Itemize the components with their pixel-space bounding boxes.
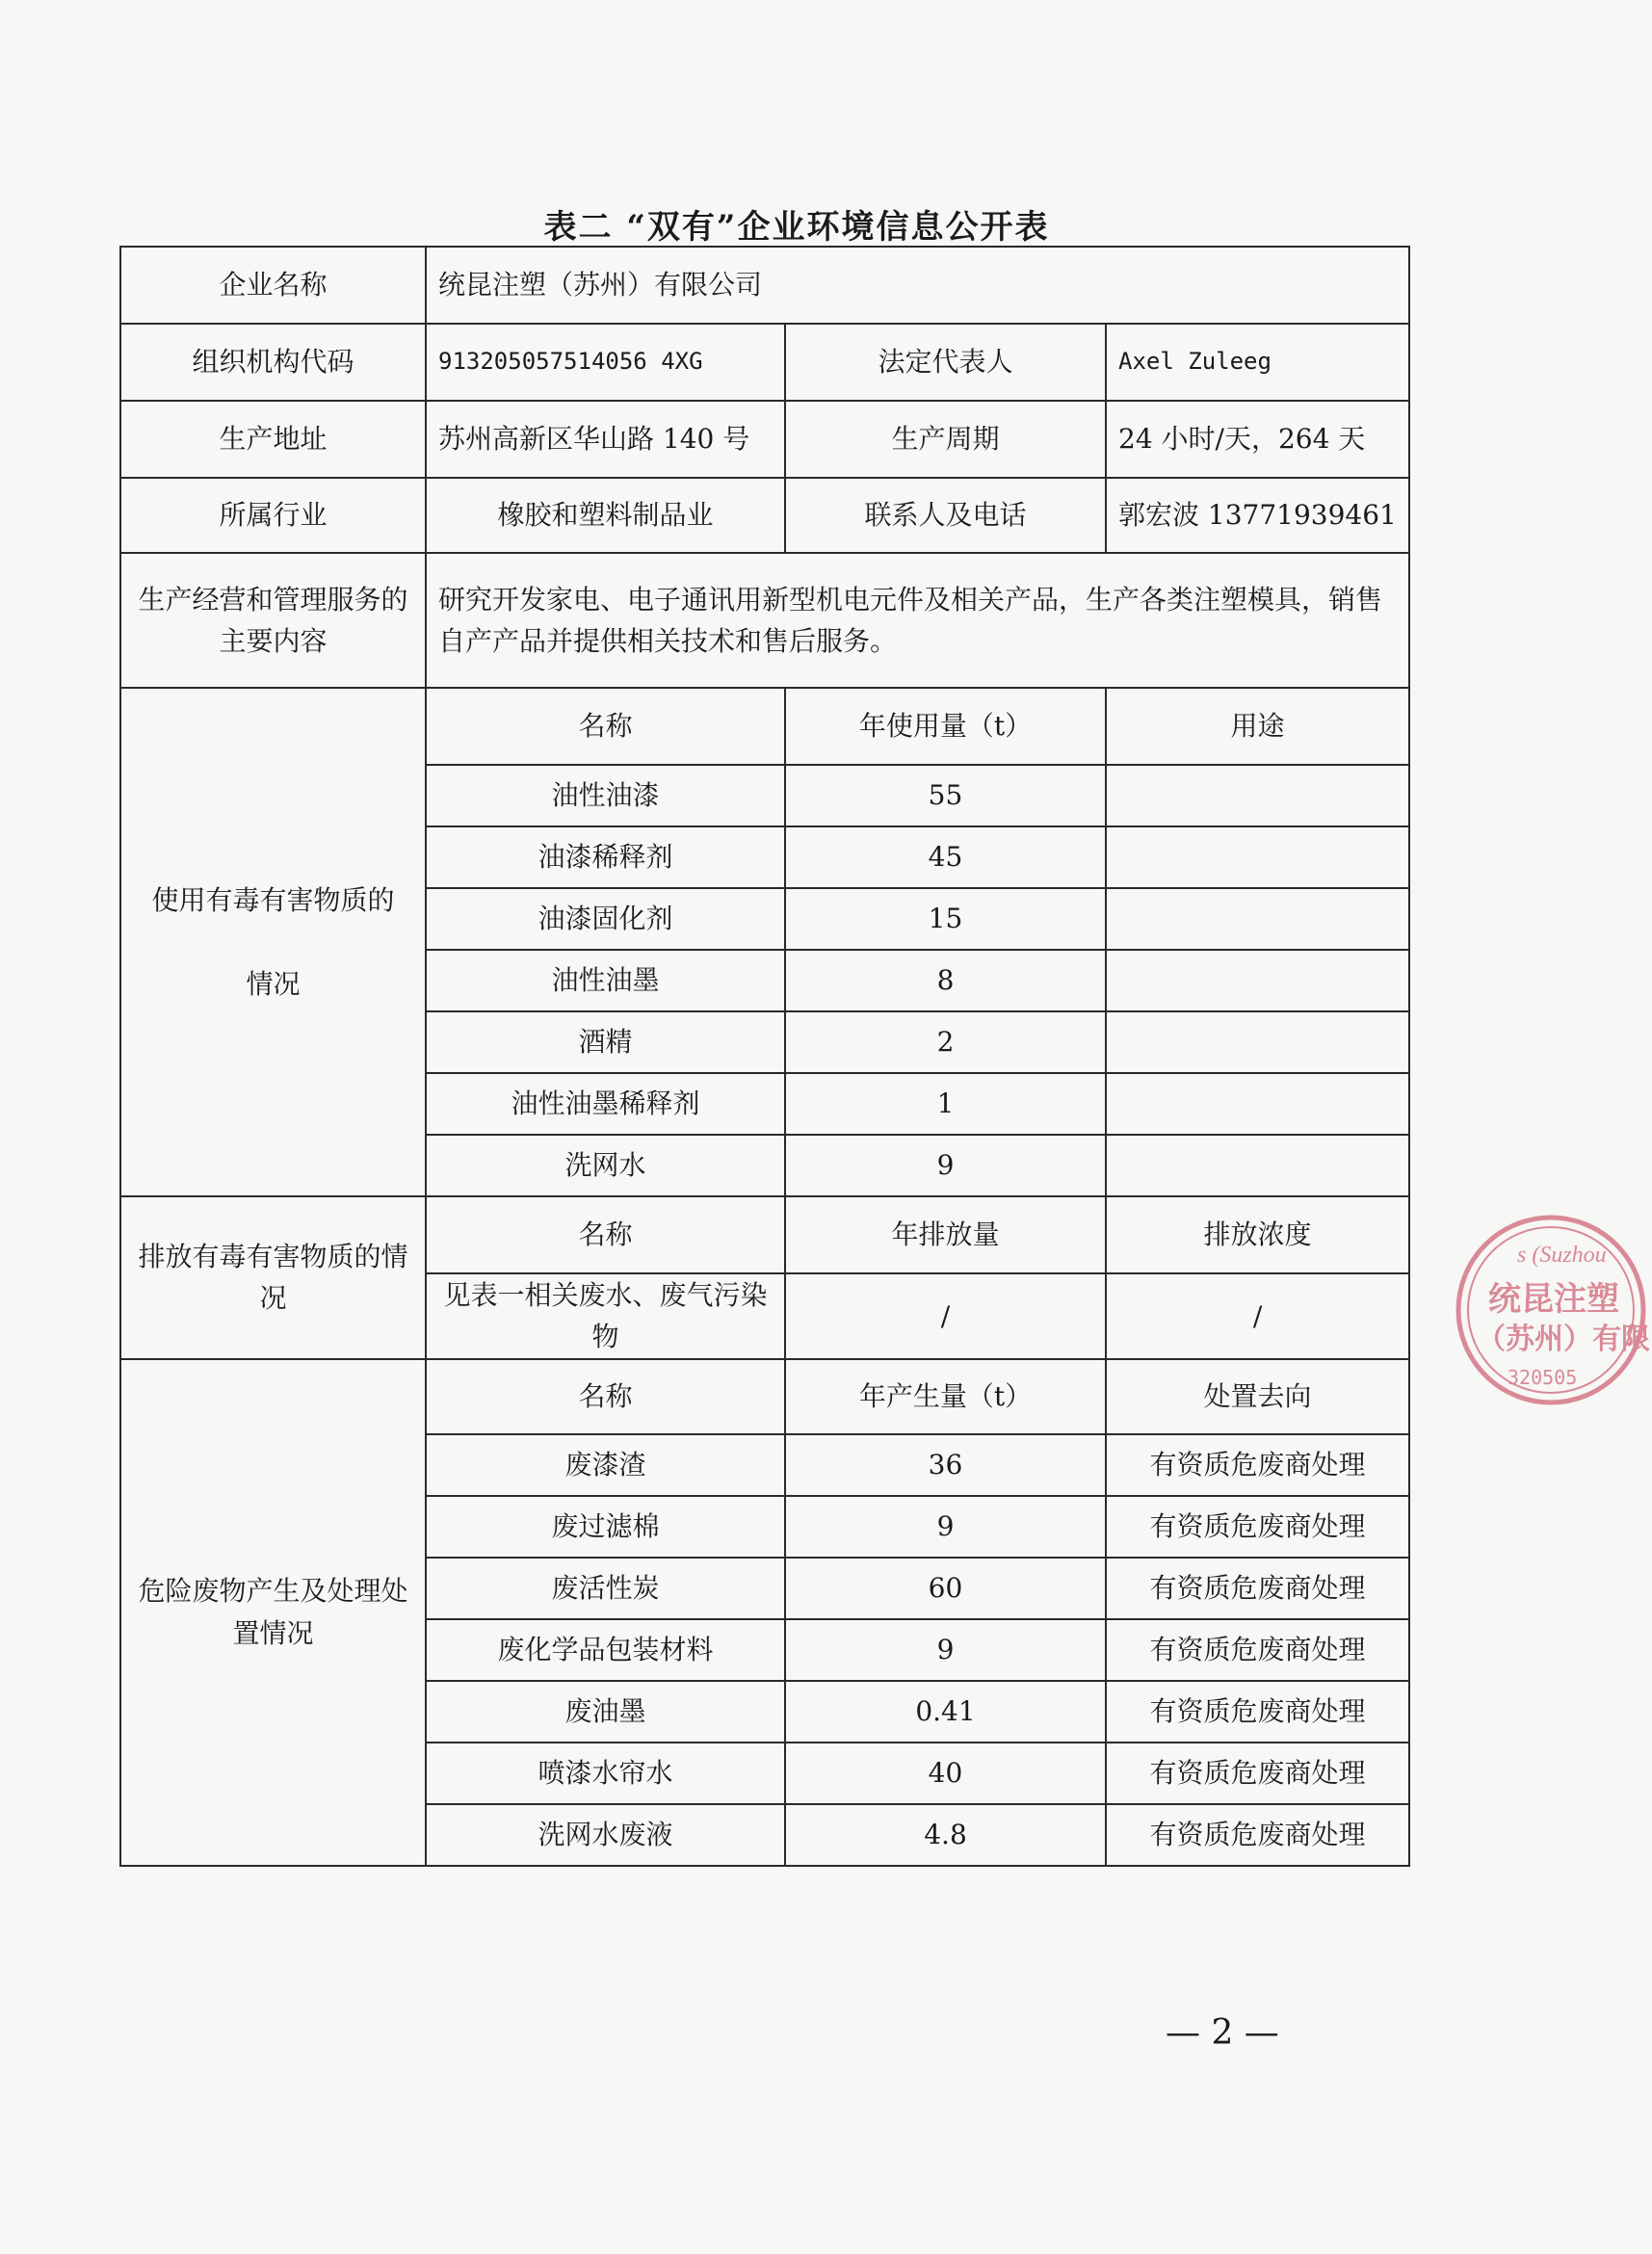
contact: 郭宏波 13771939461 (1106, 478, 1409, 553)
toxic-use-label-line-2: 情况 (246, 968, 301, 1000)
toxic-emission-section-label: 排放有毒有害物质的情况 (120, 1196, 426, 1359)
hazardous-waste-header-name: 名称 (426, 1359, 785, 1434)
hazardous-waste-name: 洗网水废液 (426, 1804, 785, 1866)
hazardous-waste-disposal: 有资质危废商处理 (1106, 1434, 1409, 1496)
toxic-use-purpose (1106, 1011, 1409, 1073)
hazardous-waste-disposal: 有资质危废商处理 (1106, 1558, 1409, 1619)
hazardous-waste-name: 废活性炭 (426, 1558, 785, 1619)
seal-text-top: s (Suzhou (1517, 1243, 1607, 1268)
business-label: 生产经营和管理服务的主要内容 (120, 553, 426, 688)
toxic-emission-concentration: / (1106, 1273, 1409, 1359)
toxic-use-name: 洗网水 (426, 1135, 785, 1196)
hazardous-waste-disposal: 有资质危废商处理 (1106, 1619, 1409, 1681)
toxic-emission-header-name: 名称 (426, 1196, 785, 1273)
legal-rep: Axel Zuleeg (1106, 324, 1409, 401)
company-name: 统昆注塑（苏州）有限公司 (426, 247, 1409, 324)
page-number: — 2 — (1166, 2013, 1279, 2053)
cycle: 24 小时/天，264 天 (1106, 401, 1409, 478)
hazardous-waste-disposal: 有资质危废商处理 (1106, 1743, 1409, 1804)
row-business (120, 553, 1409, 688)
address: 苏州高新区华山路 140 号 (426, 401, 785, 478)
page-title: 表二 “双有”企业环境信息公开表 (543, 208, 1050, 247)
toxic-use-header-name: 名称 (426, 688, 785, 765)
row-company-name (120, 247, 1409, 324)
toxic-use-header-use: 用途 (1106, 688, 1409, 765)
hazardous-waste-name: 废油墨 (426, 1681, 785, 1743)
toxic-use-purpose (1106, 826, 1409, 888)
hazardous-waste-header-amount: 年产生量（t） (785, 1359, 1106, 1434)
toxic-use-amount: 1 (785, 1073, 1106, 1135)
toxic-use-name: 油性油漆 (426, 765, 785, 826)
industry-label: 所属行业 (120, 478, 426, 553)
toxic-use-amount: 8 (785, 950, 1106, 1011)
toxic-use-section-label (120, 688, 426, 1196)
industry: 橡胶和塑料制品业 (426, 478, 785, 553)
hazardous-waste-name: 废过滤棉 (426, 1496, 785, 1558)
toxic-use-name: 酒精 (426, 1011, 785, 1073)
legal-rep-label: 法定代表人 (785, 324, 1106, 401)
hazardous-waste-section-label: 危险废物产生及处理处置情况 (120, 1359, 426, 1866)
toxic-use-name: 油性油墨稀释剂 (426, 1073, 785, 1135)
toxic-use-amount: 15 (785, 888, 1106, 950)
seal-text-mid-2: （苏州）有限 (1477, 1323, 1650, 1356)
toxic-use-purpose (1106, 1073, 1409, 1135)
hazardous-waste-amount: 9 (785, 1496, 1106, 1558)
toxic-emission-header-concentration: 排放浓度 (1106, 1196, 1409, 1273)
toxic-use-header-row (120, 688, 1409, 765)
hazardous-waste-disposal: 有资质危废商处理 (1106, 1681, 1409, 1743)
company-seal (1450, 1209, 1652, 1411)
contact-label: 联系人及电话 (785, 478, 1106, 553)
hazardous-waste-amount: 4.8 (785, 1804, 1106, 1866)
toxic-emission-name: 见表一相关废水、废气污染物 (426, 1273, 785, 1359)
hazardous-waste-name: 废化学品包装材料 (426, 1619, 785, 1681)
toxic-emission-amount: / (785, 1273, 1106, 1359)
org-code-label: 组织机构代码 (120, 324, 426, 401)
hazardous-waste-name: 废漆渣 (426, 1434, 785, 1496)
seal-text-mid-1: 统昆注塑 (1488, 1280, 1619, 1319)
toxic-emission-header-row (120, 1196, 1409, 1273)
row-address (120, 401, 1409, 478)
toxic-use-header-amount: 年使用量（t） (785, 688, 1106, 765)
hazardous-waste-amount: 9 (785, 1619, 1106, 1681)
toxic-use-name: 油性油墨 (426, 950, 785, 1011)
toxic-use-purpose (1106, 1135, 1409, 1196)
org-code: 913205057514056 4XG (426, 324, 785, 401)
hazardous-waste-disposal: 有资质危废商处理 (1106, 1496, 1409, 1558)
hazardous-waste-amount: 0.41 (785, 1681, 1106, 1743)
seal-text-bottom: 320505 (1508, 1366, 1578, 1389)
row-org-code (120, 324, 1409, 401)
cycle-label: 生产周期 (785, 401, 1106, 478)
toxic-use-amount: 2 (785, 1011, 1106, 1073)
toxic-use-purpose (1106, 950, 1409, 1011)
business-content: 研究开发家电、电子通讯用新型机电元件及相关产品，生产各类注塑模具，销售自产产品并提供相关技术和售后服务。 (426, 553, 1409, 688)
row-industry (120, 478, 1409, 553)
toxic-emission-header-amount: 年排放量 (785, 1196, 1106, 1273)
toxic-use-amount: 45 (785, 826, 1106, 888)
environment-info-table (119, 246, 1410, 1867)
toxic-use-purpose (1106, 888, 1409, 950)
hazardous-waste-amount: 36 (785, 1434, 1106, 1496)
hazardous-waste-amount: 60 (785, 1558, 1106, 1619)
toxic-use-purpose (1106, 765, 1409, 826)
toxic-use-name: 油漆固化剂 (426, 888, 785, 950)
hazardous-waste-header-disposal: 处置去向 (1106, 1359, 1409, 1434)
hazardous-waste-disposal: 有资质危废商处理 (1106, 1804, 1409, 1866)
company-name-label: 企业名称 (120, 247, 426, 324)
toxic-use-name: 油漆稀释剂 (426, 826, 785, 888)
toxic-use-label-line-1: 使用有毒有害物质的 (151, 883, 395, 916)
address-label: 生产地址 (120, 401, 426, 478)
hazardous-waste-header-row (120, 1359, 1409, 1434)
toxic-use-amount: 55 (785, 765, 1106, 826)
hazardous-waste-amount: 40 (785, 1743, 1106, 1804)
toxic-use-amount: 9 (785, 1135, 1106, 1196)
hazardous-waste-name: 喷漆水帘水 (426, 1743, 785, 1804)
